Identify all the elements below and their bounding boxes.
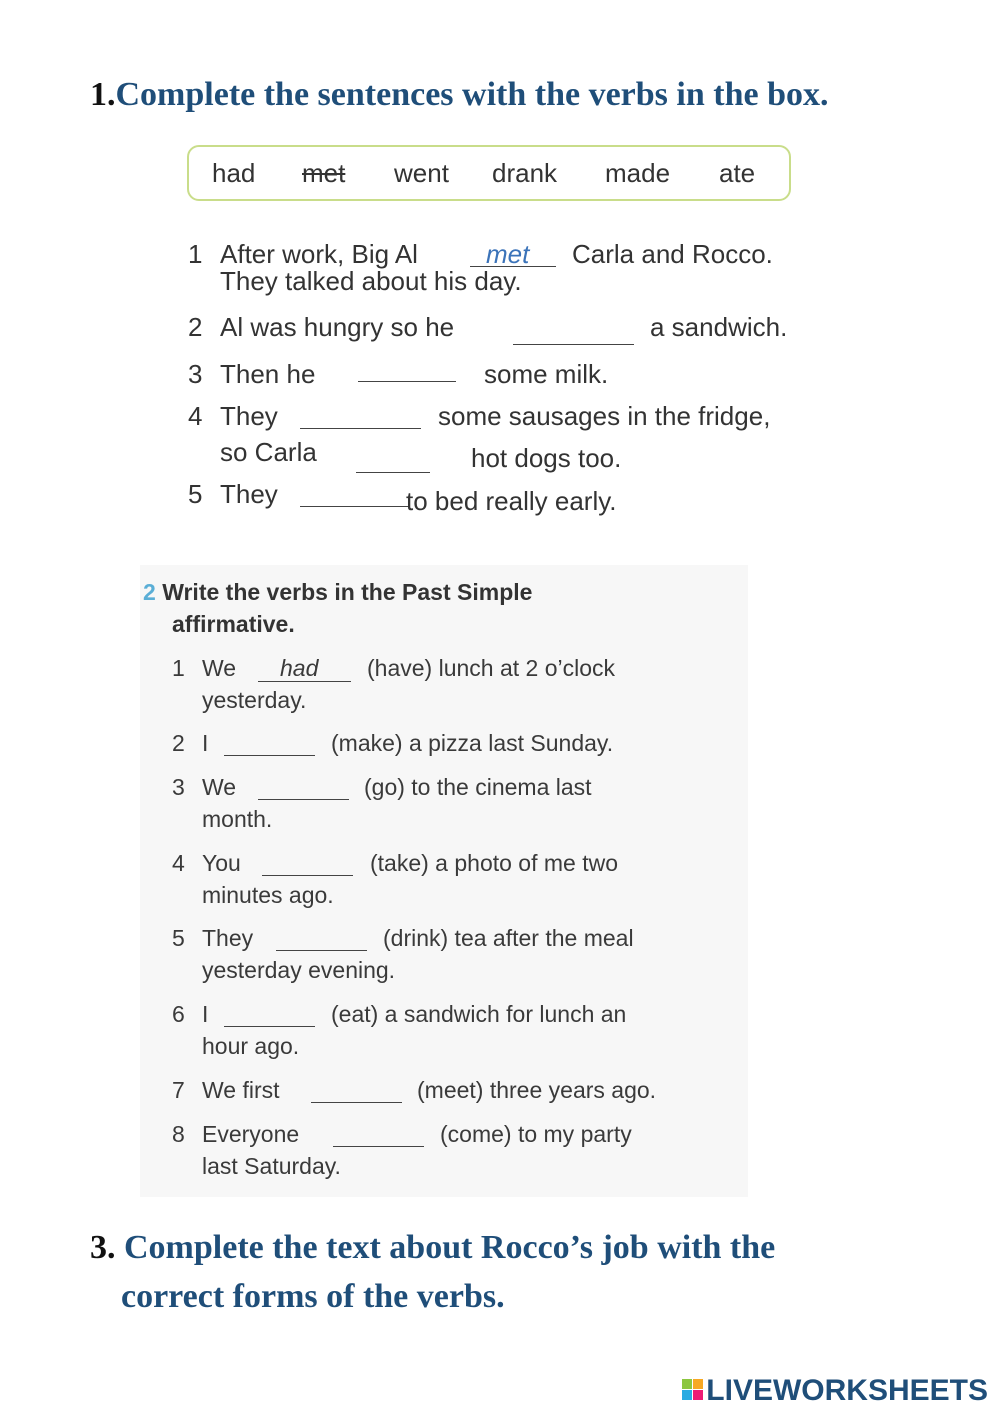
ex1-item-3-text-a: Then he <box>220 359 316 389</box>
ex1-item-2-number: 2 <box>188 312 203 342</box>
ex1-item-1-number: 1 <box>188 239 203 269</box>
ex2-item-6-text-c: hour ago. <box>202 1033 300 1059</box>
ex2-item-3-text-c: month. <box>202 806 273 832</box>
ex2-item-6-blank[interactable] <box>224 1026 315 1027</box>
ex1-item-4-text-b: some sausages in the fridge, <box>438 401 771 431</box>
ex2-item-6-number: 6 <box>172 1001 185 1027</box>
section-1-heading <box>90 76 829 114</box>
ex1-item-2-text-b: a sandwich. <box>650 312 788 342</box>
ex1-item-5-blank[interactable] <box>300 506 408 507</box>
ex2-item-6-text-a: I <box>202 1001 209 1027</box>
ex2-item-1-number: 1 <box>172 655 185 681</box>
section-1-title: Complete the sentences with the verbs in the box. <box>115 76 829 113</box>
section-3-heading-line-1 <box>90 1229 775 1267</box>
ex2-item-2-number: 2 <box>172 730 185 756</box>
ex2-item-7-number: 7 <box>172 1077 185 1103</box>
ex2-item-1-answer: had <box>280 655 319 681</box>
word-met-crossed: met <box>302 158 346 188</box>
ex2-item-1-text-c: yesterday. <box>202 687 307 713</box>
ex2-item-5-number: 5 <box>172 925 185 951</box>
word-went: went <box>394 158 449 188</box>
word-drank: drank <box>492 158 558 188</box>
ex2-item-8-text-b: (come) to my party <box>440 1121 632 1147</box>
ex2-item-4-text-a: You <box>202 850 241 876</box>
word-made: made <box>605 158 671 188</box>
ex2-item-1-text-a: We <box>202 655 237 681</box>
ex1-item-4-blank-2[interactable] <box>356 472 430 473</box>
ex1-item-4-number: 4 <box>188 401 203 431</box>
ex1-item-1-line2: They talked about his day. <box>220 266 522 296</box>
ex1-item-4-blank-1[interactable] <box>300 428 421 429</box>
ex1-item-3-blank[interactable] <box>358 381 456 382</box>
ex1-item-4-text-a: They <box>220 401 278 431</box>
liveworksheets-logo <box>682 1374 988 1408</box>
ex2-item-7-blank[interactable] <box>311 1102 402 1103</box>
ex2-item-3-text-a: We <box>202 774 237 800</box>
ex2-item-4-text-c: minutes ago. <box>202 882 334 908</box>
ex2-title-line-2: affirmative. <box>172 611 295 637</box>
ex1-item-1-text-a: After work, Big Al <box>220 239 418 269</box>
liveworksheets-logo-text: LIVEWORKSHEETS <box>706 1374 988 1407</box>
ex2-item-5-text-a: They <box>202 925 254 951</box>
ex1-item-4-text-d: hot dogs too. <box>471 443 622 473</box>
ex1-item-5-text-b: to bed really early. <box>406 486 617 516</box>
ex2-item-7-text-b: (meet) three years ago. <box>417 1077 657 1103</box>
section-3-title-line-2: correct forms of the verbs. <box>121 1278 505 1315</box>
ex2-heading-line-1 <box>143 579 532 606</box>
ex2-item-8-number: 8 <box>172 1121 185 1147</box>
ex2-item-5-blank[interactable] <box>276 950 367 951</box>
ex2-item-4-blank[interactable] <box>262 875 353 876</box>
ex1-item-1-answer: met <box>486 239 530 269</box>
ex2-item-6-text-b: (eat) a sandwich for lunch an <box>331 1001 627 1027</box>
ex1-item-1-text-b: Carla and Rocco. <box>572 239 773 269</box>
ex2-item-8-text-c: last Saturday. <box>202 1153 341 1179</box>
ex2-item-3-blank[interactable] <box>258 799 349 800</box>
ex2-item-1-blank[interactable] <box>258 681 351 682</box>
ex2-item-3-text-b: (go) to the cinema last <box>364 774 592 800</box>
ex2-item-2-blank[interactable] <box>224 755 315 756</box>
ex1-item-4-text-c: so Carla <box>220 437 317 467</box>
ex1-item-2-blank[interactable] <box>513 344 634 345</box>
section-3-number: 3. <box>90 1229 116 1266</box>
ex2-item-4-text-b: (take) a photo of me two <box>370 850 619 876</box>
ex2-item-8-text-a: Everyone <box>202 1121 300 1147</box>
ex2-item-3-number: 3 <box>172 774 185 800</box>
ex2-item-5-text-c: yesterday evening. <box>202 957 396 983</box>
ex2-item-2-text-b: (make) a pizza last Sunday. <box>331 730 614 756</box>
ex2-title-line-1: Write the verbs in the Past Simple <box>162 579 533 605</box>
ex2-item-2-text-a: I <box>202 730 209 756</box>
ex2-number: 2 <box>143 579 156 605</box>
section-1-number: 1. <box>90 76 116 113</box>
word-box <box>187 145 791 201</box>
liveworksheets-logo-icon <box>682 1379 704 1401</box>
ex2-item-1-text-b: (have) lunch at 2 o’clock <box>367 655 616 681</box>
ex2-item-5-text-b: (drink) tea after the meal <box>383 925 634 951</box>
ex2-item-8-blank[interactable] <box>333 1146 424 1147</box>
ex1-item-5-text-a: They <box>220 479 278 509</box>
ex2-item-7-text-a: We first <box>202 1077 280 1103</box>
ex1-item-3-number: 3 <box>188 359 203 389</box>
ex1-item-2-text-a: Al was hungry so he <box>220 312 455 342</box>
word-ate: ate <box>719 158 756 188</box>
ex2-item-4-number: 4 <box>172 850 185 876</box>
ex1-item-3-text-b: some milk. <box>484 359 609 389</box>
section-3-title-line-1: Complete the text about Rocco’s job with the <box>124 1229 776 1266</box>
word-had: had <box>212 158 256 188</box>
ex1-item-5-number: 5 <box>188 479 203 509</box>
